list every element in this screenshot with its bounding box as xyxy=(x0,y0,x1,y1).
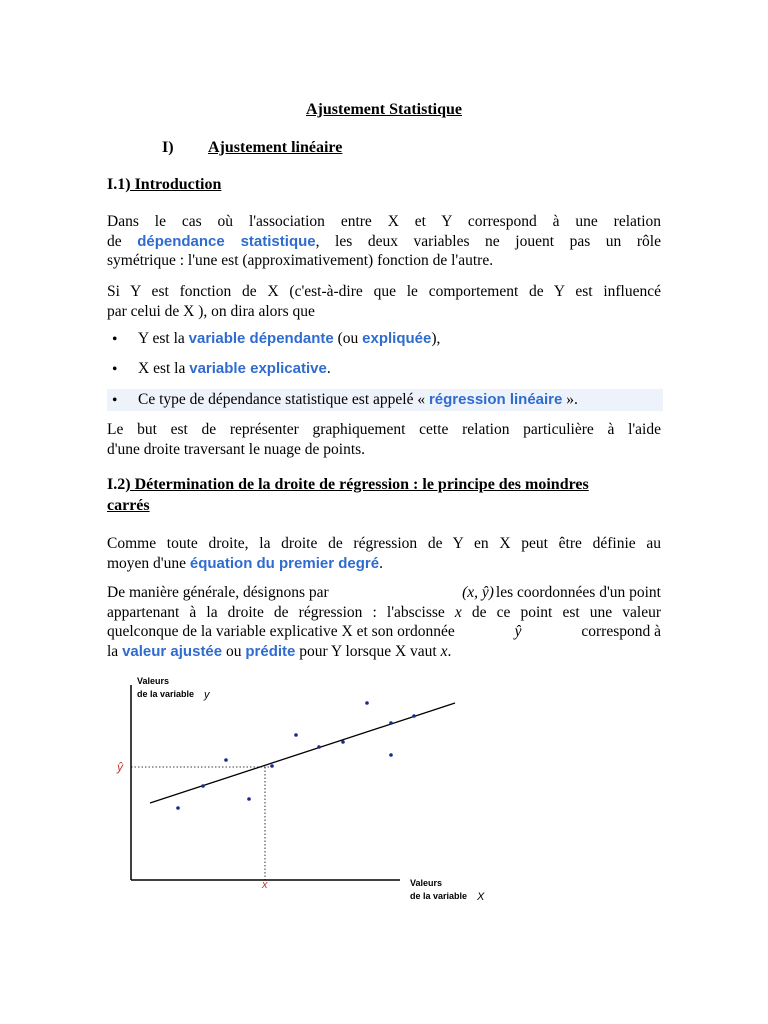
data-point xyxy=(270,764,274,768)
text-span: , les deux variables ne jouent pas un rôle xyxy=(315,232,661,250)
math-coordinates: (x, ŷ) xyxy=(462,584,494,601)
x-axis-label-line2: de la variable xyxy=(410,891,468,901)
y-axis-label-line2: de la variable xyxy=(137,689,195,699)
text-span: la xyxy=(107,642,123,660)
subsection-title-line2: carrés xyxy=(107,497,150,514)
math-x: x xyxy=(440,642,448,660)
text-span: Ce type de dépendance statistique est appelé « xyxy=(138,391,429,408)
paragraph-line: par celui de X ), on dira alors que xyxy=(107,302,315,320)
paragraph-line: d'une droite traversant le nuage de points. xyxy=(107,440,366,458)
data-point xyxy=(389,721,393,725)
term-expliquee: expliquée xyxy=(362,330,432,347)
term-dependance-statistique: dépendance statistique xyxy=(137,232,316,250)
text-span: correspond à xyxy=(581,623,661,640)
data-point xyxy=(247,797,251,801)
subsection-paren: ) xyxy=(125,476,131,493)
yhat-marker-label: ŷ xyxy=(117,760,123,774)
subsection-number: I.2 xyxy=(107,476,126,493)
data-point xyxy=(389,753,393,757)
term-valeur-ajustee: valeur ajustée xyxy=(122,642,223,660)
math-x: x xyxy=(454,603,462,621)
document-title: Ajustement Statistique xyxy=(306,101,462,118)
text-span: appartenant à la droite de régression : l'abscisse xyxy=(107,603,455,621)
y-axis-variable: y xyxy=(204,689,210,701)
text-span: ». xyxy=(562,391,578,408)
bullet-dot: • xyxy=(112,392,118,409)
regression-line xyxy=(150,703,455,803)
text-span: . xyxy=(447,642,452,660)
text-span: quelconque de la variable explicative X et son ordonnée xyxy=(107,623,455,640)
text-span: Y est la xyxy=(138,330,189,347)
data-point xyxy=(317,745,321,749)
data-point xyxy=(412,714,416,718)
text-span: De manière générale, désignons par xyxy=(107,584,329,601)
text-span: ou xyxy=(222,642,246,660)
term-predite: prédite xyxy=(245,642,296,660)
paragraph-line: symétrique : l'une est (approximativement) fonction de l'autre. xyxy=(107,252,494,269)
data-point xyxy=(201,784,205,788)
x-axis-label-line1: Valeurs xyxy=(410,878,443,888)
paragraph-line: Dans le cas où l'association entre X et Y correspond à une relation xyxy=(107,213,661,230)
section-title: Ajustement linéaire xyxy=(208,139,343,156)
paragraph-line: Comme toute droite, la droite de régression de Y en X peut être définie au xyxy=(107,535,661,552)
data-point xyxy=(294,733,298,737)
x-axis-variable: X xyxy=(477,891,485,903)
subsection-title-line1: Détermination de la droite de régression : le principe des moindres xyxy=(130,476,589,493)
term-variable-explicative: variable explicative xyxy=(189,360,327,377)
text-span: de ce point est une valeur xyxy=(461,603,661,621)
text-span: les coordonnées d'un point xyxy=(495,584,661,601)
y-axis-label-line1: Valeurs xyxy=(137,676,170,686)
text-span: de xyxy=(107,232,138,250)
text-span: moyen d'une xyxy=(107,554,190,572)
term-variable-dependante: variable dépendante xyxy=(188,330,334,347)
term-regression-lineaire: régression linéaire xyxy=(428,391,563,408)
section-number: I) xyxy=(162,139,174,156)
paragraph-line: Si Y est fonction de X (c'est-à-dire que le comportement de Y est influencé xyxy=(107,283,661,300)
bullet-dot: • xyxy=(112,331,118,348)
bullet-dot: • xyxy=(112,361,118,378)
text-span: pour Y lorsque X vaut xyxy=(295,642,441,660)
x-marker-label: x xyxy=(262,879,268,891)
data-point xyxy=(176,806,180,810)
text-span: X est la xyxy=(138,360,190,377)
subsection-title: Introduction xyxy=(130,176,222,193)
data-point xyxy=(224,758,228,762)
subsection-number: I.1 xyxy=(107,176,126,193)
text-span: . xyxy=(326,360,331,377)
text-span: . xyxy=(379,554,383,572)
data-point xyxy=(365,701,369,705)
text-span: ), xyxy=(431,330,441,347)
data-point xyxy=(341,740,345,744)
term-equation-premier-degre: équation du premier degré xyxy=(189,554,380,572)
math-yhat: ŷ xyxy=(514,623,522,640)
subsection-paren: ) xyxy=(125,176,131,193)
paragraph-line: Le but est de représenter graphiquement cette relation particulière à l'aide xyxy=(107,421,661,438)
text-span: (ou xyxy=(333,330,363,347)
